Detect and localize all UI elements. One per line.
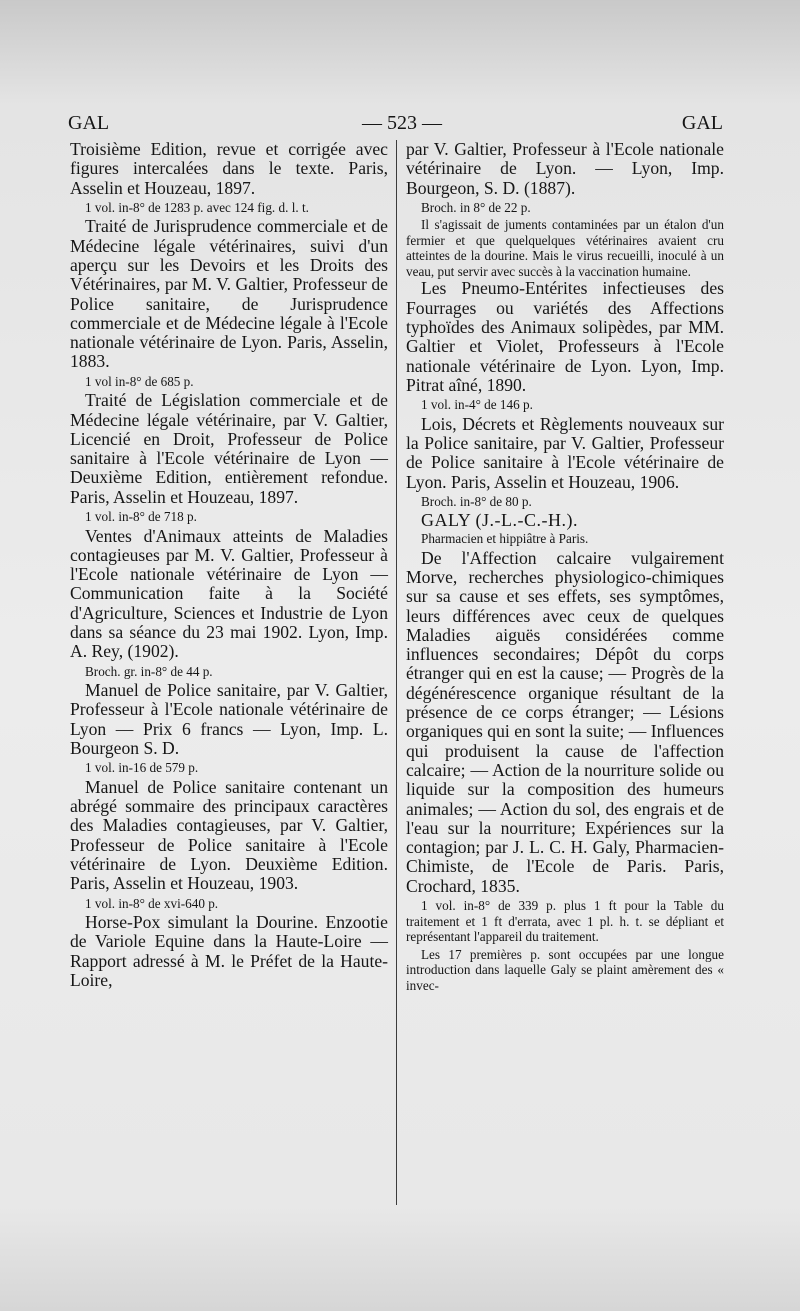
entry-text: Lois, Décrets et Règlements nouveaux sur la Police sanitaire, par V. Galtier, Professeur de Police sanitaire à l'Ecole vétérinaire de Lyon. Paris, Asselin et Houzeau, 1906.: [406, 413, 724, 492]
entry-note: 1 vol in-8° de 685 p.: [85, 373, 194, 389]
entry-text: Traité de Législation commerciale et de Médecine légale vétérinaire, par V. Galtier, Licencié en Droit, Professeur de Police sanitaire à l'Ecole vétérinaire de Lyon — Deuxième Edition, entièrement refondue. Paris, Asselin et Houzeau, 1897.: [70, 390, 388, 507]
entry-note: 1 vol. in-8° de xvi-640 p.: [85, 895, 219, 911]
author-profession: Pharmacien et hippiâtre à Paris.: [421, 530, 589, 546]
entry-text: Ventes d'Animaux atteints de Maladies contagieuses par M. V. Galtier, Professeur à l'Ecole nationale vétérinaire de Lyon — Communication faite à la Société d'Agriculture, Sciences et Industrie de Lyon dans sa séance du 23 mai 1902. Lyon, Imp. A. Rey, (1902).: [70, 525, 388, 662]
entry-comment: Il s'agissait de juments contaminées par un étalon d'un fermier et que quelquelques vétérinaires avaient cru atteintes de la dourine. Mais le virus recueilli, inoculé à un veau, put servir avec succès à la vaccination humaine.: [406, 217, 724, 279]
entry-note: 1 vol. in-8° de 339 p. plus 1 ft pour la Table du traitement et 1 ft d'errata, avec 1 pl. h. t. se dépliant et représentant l'appareil du traitement.: [406, 898, 724, 944]
entry-text: De l'Affection calcaire vulgairement Morve, recherches physiologico-chimiques sur sa cause et ses effets, ses symptômes, leurs différences avec ceux de quelques Maladies aiguës considérées comme influences secondaires; Dépôt du corps étranger qui en est la cause; — Progrès de la dégénérescence organique résultant de la présence de ce corps étranger; — Lésions organiques qui en sont la suite; — Influences qui produisent la cause de l'affection calcaire; — Action de la nourriture solide ou liquide sur la composition des humeurs animales; — Action du sol, des engrais et de l'eau sur la nourriture; Expériences sur la contagion; par J. L. C. H. Galy, Pharmacien-Chimiste, de l'Ecole de Paris. Paris, Crochard, 1835.: [406, 547, 724, 896]
right-column: [406, 140, 724, 993]
column-divider: [396, 140, 397, 1205]
header-left: GAL: [68, 112, 110, 134]
entry-note: Broch. gr. in-8° de 44 p.: [85, 663, 213, 679]
entry-note: 1 vol. in-8° de 718 p.: [85, 509, 197, 525]
entry-text: Troisième Edition, revue et corrigée avec figures intercalées dans le texte. Paris, Asselin et Houzeau, 1897.: [70, 139, 388, 198]
left-column: [70, 140, 388, 990]
entry-comment: Les 17 premières p. sont occupées par une longue introduction dans laquelle Galy se plaint amèrement des « invec-: [406, 946, 724, 993]
entry-note: 1 vol. in-16 de 579 p.: [85, 760, 199, 776]
entry-text: Horse-Pox simulant la Dourine. Enzootie de Variole Equine dans la Haute-Loire — Rapport adressé à M. le Préfet de la Haute-Loire,: [70, 912, 388, 990]
entry-note: 1 vol. in-8° de 1283 p. avec 124 fig. d. l. t.: [85, 199, 309, 215]
author-heading: GALY (J.-L.-C.-H.).: [421, 510, 578, 531]
entry-text: par V. Galtier, Professeur à l'Ecole nationale vétérinaire de Lyon. — Lyon, Imp. Bourgeon, S. D. (1887).: [406, 139, 724, 198]
entry-note: 1 vol. in-4° de 146 p.: [421, 397, 533, 413]
running-header: [68, 112, 723, 142]
page-number: — 523 —: [362, 112, 442, 134]
entry-text: Manuel de Police sanitaire contenant un abrégé sommaire des principaux caractères des Maladies contagieuses, par V. Galtier, Professeur de Police sanitaire à l'Ecole vétérinaire de Lyon. Deuxième Edition. Paris, Asselin et Houzeau, 1903.: [70, 776, 388, 894]
entry-note: Broch. in-8° de 80 p.: [421, 493, 532, 509]
entry-note: Broch. in 8° de 22 p.: [421, 199, 531, 215]
entry-text: Traité de Jurisprudence commerciale et de Médecine légale vétérinaires, suivi d'un aperçu sur les Devoirs et les Droits des Vétérinaires, par M. V. Galtier, Professeur de Police sanitaire, de Jurisprudence commerciale et de Médecine légale à l'Ecole nationale vétérinaire de Lyon. Paris, Asselin, 1883.: [70, 216, 388, 372]
header-right: GAL: [681, 112, 723, 134]
entry-text: Manuel de Police sanitaire, par V. Galtier, Professeur à l'Ecole nationale vétérinaire de Lyon — Prix 6 francs — Lyon, Imp. L. Bourgeon S. D.: [70, 680, 388, 759]
entry-text: Les Pneumo-Entérites infectieuses des Fourrages ou variétés des Affections typhoïdes des Animaux solipèdes, par MM. Galtier et Violet, Professeurs à l'Ecole nationale vétérinaire de Lyon. Lyon, Imp. Pitrat aîné, 1890.: [406, 278, 724, 395]
